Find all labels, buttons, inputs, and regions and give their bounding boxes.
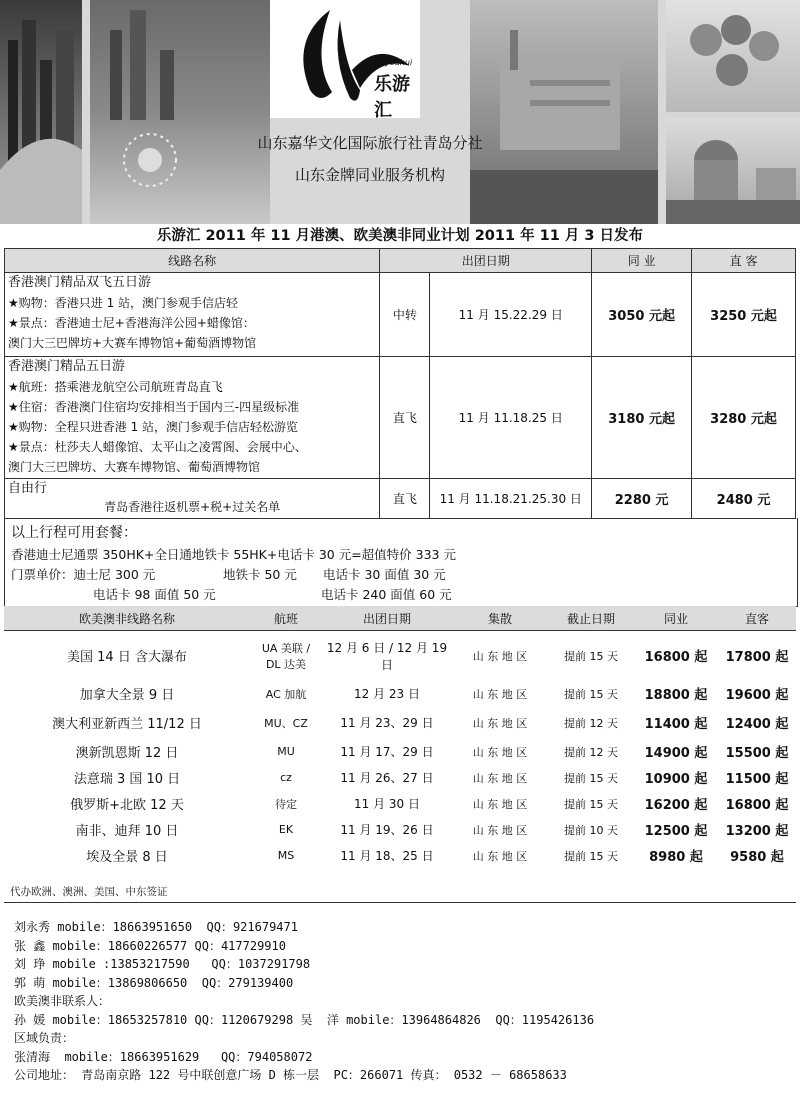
intl-trade-cell: 16200 起 [644,798,708,813]
skyline-icon [0,0,82,224]
route-title: 自由行 [8,481,48,496]
route-detail: ★购物：全程只进香港 1 站，澳门参观手信店轻松游览 [8,420,299,434]
city-night-photo [0,0,82,224]
intl-flight-cell: AC 加航 [265,687,307,701]
transit-cell: 中转 [380,273,430,357]
intl-trade-cell: 14900 起 [644,746,708,761]
hk-table-header [5,249,796,273]
contact-line: 区域负责： [14,1031,75,1045]
col-dates: 出团日期 [380,249,592,273]
visa-note: 代办欧洲、澳洲、美国、中东签证 [10,886,168,898]
intl-dates-cell: 11 月 19、26 日 [340,823,434,837]
intl-deadline-cell: 提前 15 天 [564,849,618,863]
table-row [4,739,796,765]
intl-direct-cell: 16800 起 [725,798,789,813]
intl-deadline-cell: 提前 10 天 [564,823,618,837]
intl-trade-cell: 10900 起 [644,772,708,787]
col-route: 欧美澳非线路名称 [4,606,250,631]
intl-table-header [4,606,796,631]
intl-trade-cell: 11400 起 [644,717,708,732]
route-detail: 青岛香港往返机票+税+过关名单 [104,500,281,514]
intl-deadline-cell: 提前 12 天 [564,716,618,730]
cathedral-photo [666,118,800,224]
table-row [5,273,796,357]
contacts-section [14,918,594,1085]
intl-hub-cell: 山 东 地 区 [472,687,528,701]
contact-line: 郭 萌 mobile：13869806650 QQ：279139400 [14,975,294,990]
intl-trade-cell: 18800 起 [644,688,708,703]
contact-line: 孙 媛 mobile：18653257810 QQ：1120679298 吴 洋 mobile：13964864826 QQ：1195426136 [14,1012,595,1027]
intl-trade-cell: 12500 起 [644,824,708,839]
packages-title: 以上行程可用套餐： [11,525,137,541]
direct-price: 3280 元起 [692,357,796,479]
intl-name-cell: 美国 14 日 含大瀑布 [67,650,187,666]
table-row [5,357,796,479]
intl-hub-cell: 山 东 地 区 [472,771,528,785]
route-detail: ★住宿：香港澳门住宿均安排相当于国内三-四星级标准 [8,400,300,414]
ticket-price: 电话卡 98 面值 50 元 [93,587,216,602]
intl-dates-cell: 12 月 6 日 / 12 月 19 日 [326,640,448,672]
route-detail: ★购物：香港只进 1 站，澳门参观手信店轻 [8,296,239,310]
intl-dates-cell: 11 月 23、29 日 [340,716,434,730]
ticket-price: 电话卡 240 面值 60 元 [321,587,452,602]
brand-name: 乐游汇 [374,74,410,121]
route-detail: 澳门大三巴牌坊、大赛车博物馆、葡萄酒博物馆 [8,460,261,474]
table-row [4,817,796,843]
route-detail: ★航班：搭乘港龙航空公司航班青岛直飞 [8,380,223,394]
intl-deadline-cell: 提前 12 天 [564,745,618,759]
table-row [5,479,796,519]
route-detail: ★景点：香港迪士尼+香港海洋公园+蜡像馆： [8,316,255,330]
intl-direct-cell: 12400 起 [725,717,789,732]
intl-table [4,606,796,869]
intl-deadline-cell: 提前 15 天 [564,797,618,811]
intl-dates-cell: 11 月 17、29 日 [340,745,434,759]
intl-hub-cell: 山 东 地 区 [472,823,528,837]
contact-line: 张 鑫 mobile：18660226577 QQ：417729910 [14,938,286,953]
direct-price: 2480 元 [692,479,796,519]
route-cell [5,357,380,479]
intl-flight-cell: 待定 [275,797,297,811]
contact-line: 张清海 mobile：18663951629 QQ：794058072 [14,1049,313,1064]
family-photo [666,0,800,112]
intl-hub-cell: 山 东 地 区 [472,716,528,730]
intl-direct-cell: 11500 起 [725,772,789,787]
intl-dates-cell: 12 月 23 日 [354,687,420,701]
contact-line: 刘 琤 mobile :13853217590 QQ：1037291798 [14,957,311,971]
dates-cell: 11 月 11.18.25 日 [430,357,592,479]
intl-direct-cell: 13200 起 [725,824,789,839]
intl-deadline-cell: 提前 15 天 [564,771,618,785]
intl-direct-cell: 17800 起 [725,650,789,666]
contact-line: 公司地址： 青岛南京路 122 号中联创意广场 D 栋一层 PC：266071 传真： 0532 － 68658633 [14,1068,567,1082]
table-row [4,681,796,707]
brand-pinyin: leyouhui [378,58,413,67]
direct-price: 3250 元起 [692,273,796,357]
intl-flight-cell: MS [277,849,295,862]
logo-area [270,0,420,121]
intl-name-cell: 澳新凯恩斯 12 日 [75,746,179,761]
agency-name: 山东嘉华文化国际旅行社青岛分社 [257,134,483,152]
route-title: 香港澳门精品五日游 [8,359,126,374]
divider [4,902,796,903]
intl-dates-cell: 11 月 30 日 [354,797,420,811]
trade-price: 2280 元 [592,479,692,519]
hk-macau-table [4,248,796,519]
intl-hub-cell: 山 东 地 区 [472,745,528,759]
intl-hub-cell: 山 东 地 区 [472,797,528,811]
route-detail: 澳门大三巴牌坊+大赛车博物馆+葡萄酒博物馆 [8,336,257,350]
col-trade: 同 业 [592,249,692,273]
package-combo: 香港迪士尼通票 350HK+全日通地铁卡 55HK+电话卡 30 元=超值特价 333 元 [11,547,456,562]
table-row [4,765,796,791]
intl-hub-cell: 山 东 地 区 [472,849,528,863]
intl-name-cell: 南非、迪拜 10 日 [75,824,179,839]
route-cell [5,273,380,357]
intl-name-cell: 加拿大全景 9 日 [79,688,175,703]
ticket-price: 电话卡 30 面值 30 元 [323,567,446,582]
intl-name-cell: 澳大利亚新西兰 11/12 日 [52,717,202,732]
col-route: 线路名称 [5,249,380,273]
table-row [4,843,796,869]
route-cell [5,479,380,519]
transit-cell: 直飞 [380,479,430,519]
trade-price: 3050 元起 [592,273,692,357]
transit-cell: 直飞 [380,357,430,479]
table-row [4,707,796,739]
ticket-price: 地铁卡 50 元 [223,567,297,582]
agency-tagline: 山东金牌同业服务机构 [294,166,445,184]
intl-direct-cell: 15500 起 [725,746,789,761]
venice-photo [470,0,658,224]
intl-trade-cell: 16800 起 [644,650,708,666]
col-flight: 航班 [250,606,322,631]
intl-deadline-cell: 提前 15 天 [564,649,618,663]
intl-name-cell: 埃及全景 8 日 [86,850,168,865]
intl-name-cell: 法意瑞 3 国 10 日 [73,772,181,787]
col-direct: 直 客 [692,249,796,273]
intl-name-cell: 俄罗斯+北欧 12 天 [70,798,184,813]
col-trade: 同业 [634,606,718,631]
page-title: 乐游汇 2011 年 11 月港澳、欧美澳非同业计划 2011 年 11 月 3 日发布 [156,228,644,244]
intl-flight-cell: MU [277,745,295,758]
intl-deadline-cell: 提前 15 天 [564,687,618,701]
intl-dates-cell: 11 月 18、25 日 [340,849,434,863]
packages-section [4,518,798,607]
dates-cell: 11 月 11.18.21.25.30 日 [430,479,592,519]
col-hub: 集散 [452,606,548,631]
col-deadline: 截止日期 [548,606,634,631]
ticket-price: 门票单价：迪士尼 300 元 [11,567,156,582]
header-banner [0,0,800,224]
col-dates: 出团日期 [322,606,452,631]
intl-direct-cell: 19600 起 [725,688,789,703]
intl-direct-cell: 9580 起 [730,850,784,865]
fireworks-photo [90,0,270,224]
contact-line: 刘永秀 mobile：18663951650 QQ：921679471 [14,920,298,934]
col-direct: 直客 [718,606,796,631]
intl-flight-cell: MU、CZ [264,716,308,730]
table-row [4,791,796,817]
intl-hub-cell: 山 东 地 区 [472,649,528,663]
trade-price: 3180 元起 [592,357,692,479]
route-detail: ★景点：杜莎夫人蜡像馆、太平山之凌霄阁、会展中心、 [8,440,307,454]
route-title: 香港澳门精品双飞五日游 [8,275,152,290]
table-row [4,631,796,681]
intl-trade-cell: 8980 起 [649,850,703,865]
intl-flight-cell: UA 美联 / DL 达美 [261,641,311,671]
contact-line: 欧美澳非联系人： [14,994,111,1008]
intl-flight-cell: EK [278,823,294,836]
dates-cell: 11 月 15.22.29 日 [430,273,592,357]
intl-flight-cell: cz [280,771,292,784]
intl-dates-cell: 11 月 26、27 日 [340,771,434,785]
